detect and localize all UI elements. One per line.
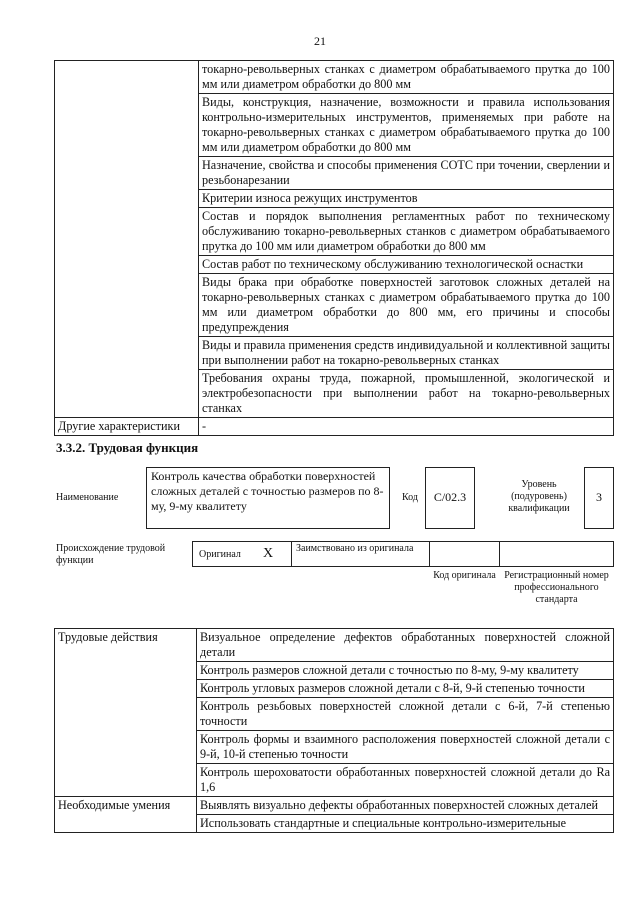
table-cell: Состав и порядок выполнения регламентных работ по техническому обслуживанию токарно-револьверных станков с диаметром обрабатываемого прутка до 100 мм или диаметром обработки до 800 мм (199, 208, 614, 256)
skills-label: Необходимые умения (55, 797, 197, 833)
function-level-value: 3 (584, 467, 614, 529)
table-row (55, 418, 614, 436)
table-cell: Состав работ по техническому обслуживанию технологической оснастки (199, 256, 614, 274)
name-label: Наименование (56, 492, 119, 503)
origin-reg-cell (499, 541, 614, 567)
function-name-value: Контроль качества обработки поверхностей сложных деталей с точностью размеров по 8-му, 9-му квалитету (146, 467, 390, 529)
skill-item: Использовать стандартные и специальные контрольно-измерительные (197, 815, 614, 833)
table-cell: Требования охраны труда, пожарной, промышленной, экологической и электробезопасности при выполнении работ на токарно-револьверных станках (199, 370, 614, 418)
table-cell: Виды брака при обработке поверхностей заготовок сложных деталей на токарно-револьверных станках с диаметром обрабатываемого прутка до 100 мм или диаметром обработки до 800 мм, его причины и способы предупреждения (199, 274, 614, 337)
section-heading: 3.3.2. Трудовая функция (56, 440, 199, 455)
code-original-caption: Код оригинала (433, 570, 496, 581)
table-cell: Виды и правила применения средств индивидуальной и коллективной защиты при выполнении работ на токарно-револьверных станках (199, 337, 614, 370)
level-label: Уровень (подуровень) квалификации (508, 479, 570, 514)
labor-action-item: Контроль угловых размеров сложной детали с 8-й, 9-й степенью точности (197, 680, 614, 698)
labor-actions-label: Трудовые действия (55, 629, 197, 797)
original-label: Оригинал (199, 549, 241, 560)
origin-original-cell (192, 541, 292, 567)
table-cell: Виды, конструкция, назначение, возможности и правила использования контрольно-измерительных инструментов, применяемых при работе на токарно-револьверных станках с диаметром обрабатываемого прутка до 100 мм или диаметром обработки до 800 мм (199, 94, 614, 157)
code-label: Код (402, 492, 418, 503)
skill-item: Выявлять визуально дефекты обработанных поверхностей сложных деталей (197, 797, 614, 815)
origin-label: Происхождение трудовой функции (56, 543, 166, 566)
table-row (55, 629, 614, 662)
borrowed-label: Заимствовано из оригинала (296, 543, 414, 554)
labor-action-item: Контроль размеров сложной детали с точностью по 8-му, 9-му квалитету (197, 662, 614, 680)
function-code-value: С/02.3 (425, 467, 475, 529)
labor-action-item: Визуальное определение дефектов обработанных поверхностей сложной детали (197, 629, 614, 662)
other-characteristics-value: - (199, 418, 614, 436)
labor-action-item: Контроль шероховатости обработанных поверхностей сложной детали до Ra 1,6 (197, 764, 614, 797)
original-mark: X (263, 546, 274, 561)
reg-number-caption: Регистрационный номер профессионального стандарта (504, 570, 609, 605)
other-characteristics-label: Другие характеристики (55, 418, 199, 436)
page-number: 21 (314, 34, 326, 48)
origin-code-cell (429, 541, 500, 567)
table-cell: Критерии износа режущих инструментов (199, 190, 614, 208)
table-row (55, 797, 614, 815)
table-cell: Назначение, свойства и способы применения СОТС при точении, сверлении и резьбонарезании (199, 157, 614, 190)
table-label-cell (55, 61, 199, 418)
labor-action-item: Контроль резьбовых поверхностей сложной детали с 6-й, 7-й степенью точности (197, 698, 614, 731)
table-cell: токарно-револьверных станках с диаметром обрабатываемого прутка до 100 мм или диаметром обработки до 800 мм (199, 61, 614, 94)
labor-function-table (54, 628, 614, 833)
labor-action-item: Контроль формы и взаимного расположения поверхностей сложной детали с 9-й, 10-й степенью точности (197, 731, 614, 764)
table-row (55, 61, 614, 94)
knowledge-table (54, 60, 614, 436)
origin-borrowed-cell (291, 541, 430, 567)
